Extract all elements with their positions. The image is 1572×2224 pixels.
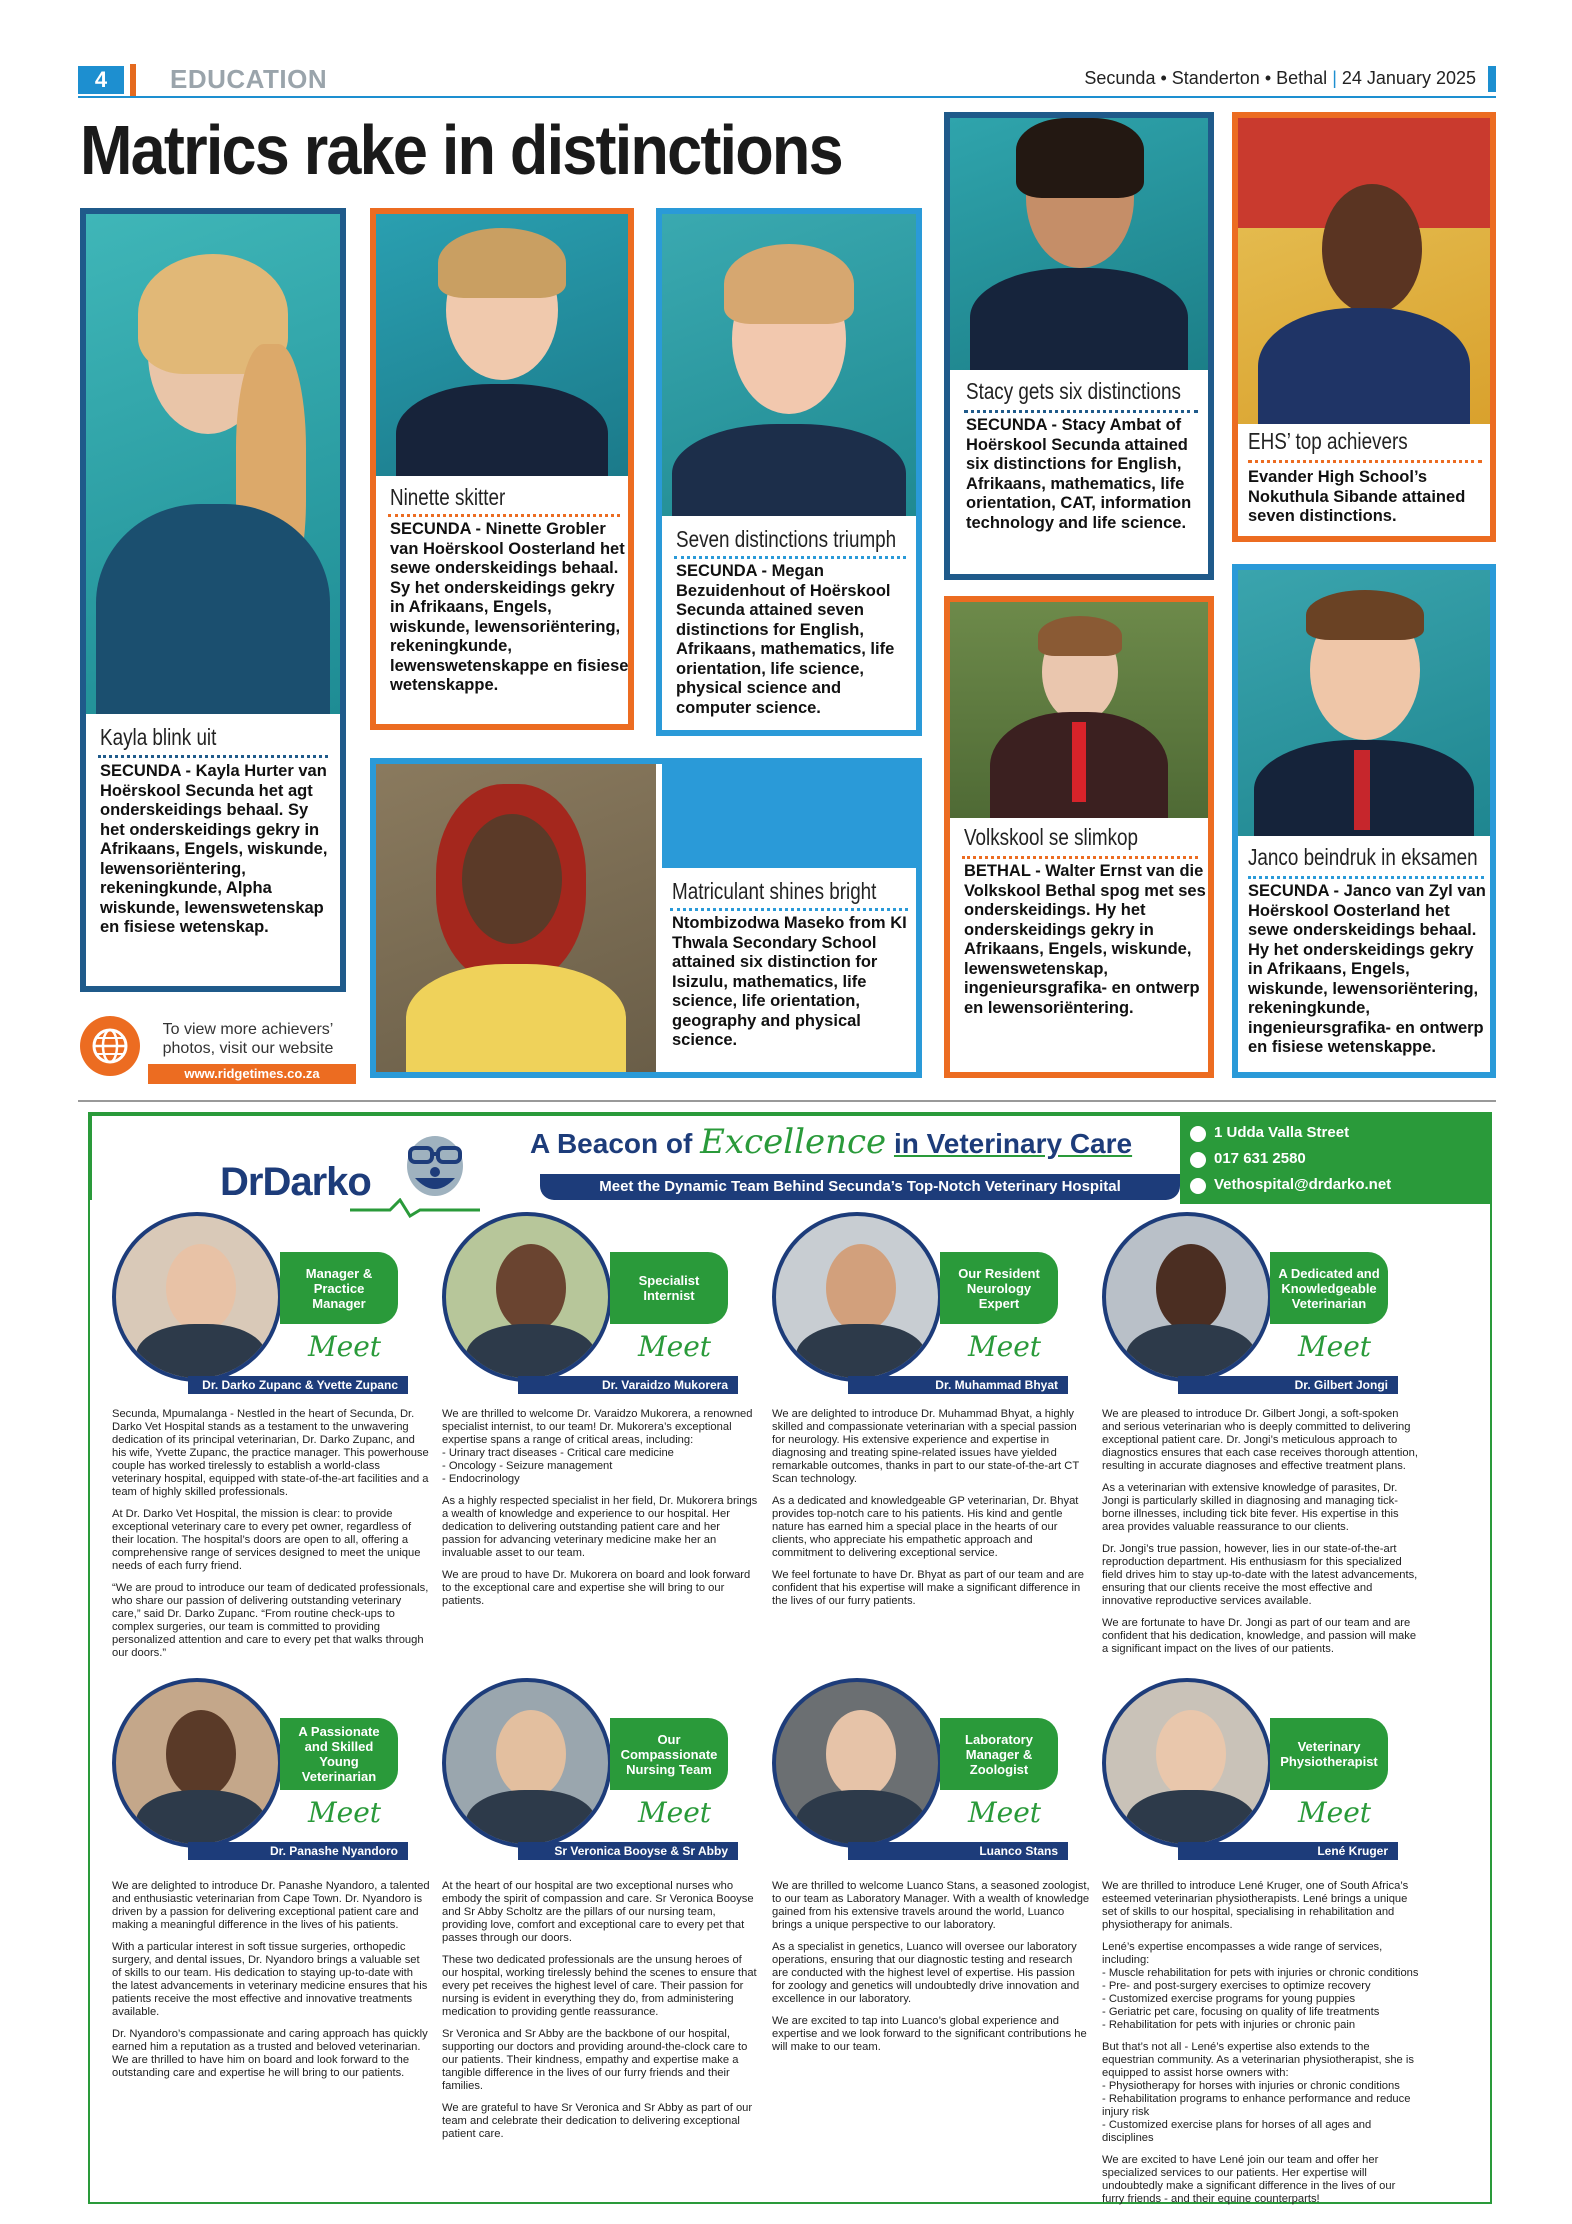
location-pin-icon — [1190, 1126, 1206, 1142]
team-member-role: A Dedicated and Knowledgeable Veterinarian — [1270, 1252, 1388, 1324]
section-label: EDUCATION — [170, 64, 328, 94]
headline-part-2: in Veterinary Care — [893, 1128, 1133, 1159]
bio-paragraph: Dr. Nyandoro’s compassionate and caring approach has quickly earned him a reputation as a trusted and beloved veterinarian. We are thrilled to have him on board and look forward to the outstanding care and expertise he will bring to our patients. — [112, 2028, 428, 2079]
meet-script: Meet — [1298, 1796, 1372, 1829]
bio-paragraph: We are thrilled to welcome Dr. Varaidzo Mukorera, a renowned specialist internist, to our team! Dr. Mukorera’s exceptional expertise spans a range of critical areas, including: - Urinary tract diseases - Critical care medicine - Oncology - Seizure management - Endocrinology — [442, 1408, 753, 1485]
story-caption: Evander High School’s Nokuthula Sibande attained seven distinctions. — [1248, 468, 1466, 525]
story-card-nokuthula — [1232, 112, 1496, 542]
email-address[interactable]: Vethospital@drdarko.net — [1214, 1176, 1392, 1193]
title-divider — [388, 514, 620, 517]
team-member-name: Dr. Panashe Nyandoro — [188, 1842, 408, 1860]
email-icon — [1190, 1178, 1206, 1194]
story-card-megan — [656, 208, 922, 736]
team-member-bio — [442, 1408, 760, 1617]
story-title: Janco beindruk in eksamen — [1248, 844, 1478, 870]
story-card-stacy — [944, 112, 1214, 580]
contact-block — [1180, 1112, 1492, 1204]
team-member-role: Laboratory Manager & Zoologist — [940, 1718, 1058, 1790]
team-member-profile — [438, 1212, 738, 1392]
story-caption: SECUNDA - Janco van Zyl van Hoërskool Oosterland het sewe onderskeidings behaal. Hy het onderskeidings gekry in Afrikaans, Engels, wiskunde, lewensoriëntering, rekeningkunde, ingenieursgrafika- en ontwerp en fisiese wetenskappe. — [1248, 882, 1486, 1056]
headline-excellence: Excellence — [700, 1122, 887, 1162]
color-block — [662, 764, 916, 868]
team-member-bio — [442, 1880, 760, 2150]
globe-icon — [80, 1016, 140, 1076]
bio-paragraph: But that’s not all - Lené’s expertise also extends to the equestrian community. As a veterinarian physiotherapist, she is equipped to assist horse owners with: - Physiotherapy for horses with injuries or chronic conditions - Rehabilitation programs to enhance performance and reduce injury risk - Customized exercise plans for horses of all ages and disciplines — [1102, 2041, 1414, 2144]
bio-paragraph: As a specialist in genetics, Luanco will oversee our laboratory operations, ensuring that our diagnostic testing and research are conducted with the highest level of expertise. His passion for zoology and genetics will undoubtedly drive innovation and excellence in our laboratory. — [772, 1941, 1080, 2005]
photo-walter — [950, 602, 1208, 818]
team-member-bio — [772, 1880, 1090, 2063]
team-member-name: Dr. Muhammad Bhyat — [848, 1376, 1068, 1394]
team-member-photo — [772, 1212, 942, 1382]
story-caption: SECUNDA - Ninette Grobler van Hoërskool Oosterland het sewe onderskeidings behaal. Sy het onderskeidings gekry in Afrikaans, Engels, wiskunde, lewensoriëntering, rekeningkunde, lewenswetenskappe en fisiese wetenskappe. — [390, 520, 629, 694]
team-member-profile — [108, 1212, 408, 1392]
story-title: EHS’ top achievers — [1248, 428, 1408, 454]
team-member-bio — [1102, 1880, 1420, 2215]
team-member-photo — [1102, 1678, 1272, 1848]
story-card-kayla — [80, 208, 346, 992]
team-member-photo — [442, 1678, 612, 1848]
advert-headline — [530, 1122, 1132, 1162]
bio-paragraph: We are grateful to have Sr Veronica and Sr Abby as part of our team and celebrate their dedication to delivering exceptional patient care. — [442, 2102, 753, 2140]
bio-paragraph: Sr Veronica and Sr Abby are the backbone of our hospital, supporting our doctors and providing around-the-clock care to our patients. Their kindness, empathy and expertise make a tangible difference in the lives of our furry friends and their families. — [442, 2028, 748, 2092]
meet-script: Meet — [638, 1330, 712, 1363]
address: 1 Udda Valla Street — [1214, 1124, 1350, 1141]
team-member-bio — [1102, 1408, 1420, 1665]
dateline: Secunda • Standerton • Bethal | 24 January 2025 — [1084, 68, 1476, 88]
photo-ntombizodwa — [376, 764, 656, 1072]
page-headline: Matrics rake in distinctions — [80, 111, 842, 189]
bio-paragraph: Secunda, Mpumalanga - Nestled in the heart of Secunda, Dr. Darko Vet Hospital stands as a testament to the unwavering dedication of its principal veterinarian, Dr. Darko Zupanc, and his wife, Yvette Zupanc, the practice manager. This powerhouse couple has worked tirelessly to establish a world-class veterinary hospital, equipped with state-of-the-art facilities and a team of highly skilled professionals. — [112, 1408, 429, 1498]
team-member-name: Dr. Varaidzo Mukorera — [518, 1376, 738, 1394]
photo-stacy — [950, 118, 1208, 370]
bio-paragraph: “We are proud to introduce our team of dedicated professionals, who share our passion of delivering outstanding veterinary care,” said Dr. Darko Zupanc. “From routine check-ups to complex surgeries, our team is committed to providing personalized attention and care to every pet that walks through our doors.” — [112, 1582, 429, 1659]
bio-paragraph: We are thrilled to introduce Lené Kruger, one of South Africa’s esteemed veterinarian physiotherapists. Lené brings a unique set of skills to our hospital, specialising in rehabilitation and physiotherapy for animals. — [1102, 1880, 1409, 1931]
photo-kayla — [86, 214, 340, 714]
story-title: Stacy gets six distinctions — [966, 378, 1181, 404]
team-member-name: Dr. Darko Zupanc & Yvette Zupanc — [188, 1376, 408, 1394]
bio-paragraph: We are excited to tap into Luanco’s global experience and expertise and we look forward to the significant contributions he will make to our team. — [772, 2015, 1087, 2053]
team-member-name: Luanco Stans — [848, 1842, 1068, 1860]
story-card-ntombizodwa — [370, 758, 922, 1078]
title-divider — [674, 556, 906, 559]
team-member-role: Specialist Internist — [610, 1252, 728, 1324]
story-caption: SECUNDA - Stacy Ambat of Hoërskool Secunda attained six distinctions for English, Afrikaans, mathematics, life orientation, CAT, information technology and life science. — [966, 416, 1192, 532]
team-member-profile — [768, 1212, 1068, 1392]
phone-number[interactable]: 017 631 2580 — [1214, 1150, 1306, 1167]
story-caption: Ntombizodwa Maseko from KI Thwala Secondary School attained six distinction for Isizulu, mathematics, life science, life orientation, geography and physical science. — [672, 914, 907, 1049]
phone-icon — [1190, 1152, 1206, 1168]
photo-megan — [662, 214, 916, 516]
section-separator — [78, 1100, 1496, 1102]
story-card-janco — [1232, 564, 1496, 1078]
meet-script: Meet — [1298, 1330, 1372, 1363]
team-member-profile — [438, 1678, 738, 1876]
team-member-profile — [1098, 1212, 1398, 1392]
bio-paragraph: At the heart of our hospital are two exceptional nurses who embody the spirit of compassion and care. Sr Veronica Booyse and Sr Abby Scholtz are the pillars of our nursing team, providing love, comfort and exceptional care to every pet that passes through our doors. — [442, 1880, 754, 1944]
title-divider — [964, 410, 1198, 413]
team-member-photo — [112, 1678, 282, 1848]
story-card-ninette — [370, 208, 634, 730]
meet-script: Meet — [638, 1796, 712, 1829]
story-caption: BETHAL - Walter Ernst van die Volkskool Bethal spog met ses onderskeidings. Hy het onderskeidings gekry in Afrikaans, Engels, wiskunde, lewenswetenskap, ingenieursgrafika- en ontwerp en lewensoriëntering. — [964, 862, 1206, 1017]
meet-script: Meet — [968, 1796, 1042, 1829]
team-member-name: Lené Kruger — [1178, 1842, 1398, 1860]
story-title: Seven distinctions triumph — [676, 526, 897, 552]
promo-text: To view more achievers’ photos, visit our website — [162, 1021, 334, 1057]
team-member-photo — [1102, 1212, 1272, 1382]
team-member-photo — [112, 1212, 282, 1382]
edition-towns: Secunda • Standerton • Bethal — [1084, 68, 1328, 88]
team-member-profile — [1098, 1678, 1398, 1858]
team-member-bio — [112, 1880, 430, 2089]
story-card-walter — [944, 596, 1214, 1078]
bio-paragraph: We are fortunate to have Dr. Jongi as part of our team and are confident that his dedication, knowledge, and passion will make a significant impact on the lives of our patients. — [1102, 1617, 1417, 1655]
header-rule — [78, 96, 1496, 98]
bio-paragraph: We feel fortunate to have Dr. Bhyat as part of our team and are confident that his expertise will make a significant difference in the lives of our furry patients. — [772, 1569, 1084, 1607]
bio-paragraph: With a particular interest in soft tissue surgeries, orthopedic surgery, and dental issues, Dr. Nyandoro brings a valuable set of skills to our team. His dedication to staying up-to-date with the latest advancements in veterinary medicine ensures that his patients receive the most effective and innovative treatments available. — [112, 1941, 428, 2018]
story-caption: SECUNDA - Megan Bezuidenhout of Hoërskool Secunda attained seven distinctions for English, Afrikaans, mathematics, life orientation, life science, physical science and computer science. — [676, 562, 895, 717]
bio-paragraph: We are delighted to introduce Dr. Muhammad Bhyat, a highly skilled and compassionate veterinarian with a special passion for neurology. His extensive experience and expertise in diagnosing and treating spine-related issues have yielded remarkable outcomes, thanks in part to our state-of-the-art CT Scan technology. — [772, 1408, 1079, 1485]
bio-paragraph: We are proud to have Dr. Mukorera on board and look forward to the exceptional care and expertise she will bring to our patients. — [442, 1569, 751, 1607]
team-member-name: Sr Veronica Booyse & Sr Abby Scholtz — [518, 1842, 738, 1860]
team-member-role: Manager & Practice Manager — [280, 1252, 398, 1324]
team-member-photo — [442, 1212, 612, 1382]
bio-paragraph: As a highly respected specialist in her field, Dr. Mukorera brings a wealth of knowledge and experience to our hospital. Her dedication to delivering outstanding patient care and her passion for advancing veterinary medicine make her an invaluable asset to our team. — [442, 1495, 758, 1559]
date-bar — [1488, 66, 1496, 92]
story-caption: SECUNDA - Kayla Hurter van Hoërskool Secunda het agt onderskeidings behaal. Sy het onderskeidings gekry in Afrikaans, Engels, wiskunde, lewensoriëntering, rekeningkunde, Alpha wiskunde, lewenswetenskap en fisiese wetenskap. — [100, 762, 328, 936]
bio-paragraph: We are pleased to introduce Dr. Gilbert Jongi, a soft-spoken and serious veterinarian who is deeply committed to delivering exceptional patient care. Dr. Jongi’s meticulous approach to diagnostics ensures that each case receives thorough attention, resulting in accurate diagnoses and effective treatment plans. — [1102, 1408, 1418, 1472]
team-member-photo — [772, 1678, 942, 1848]
dog-mascot-icon — [390, 1120, 480, 1200]
team-member-bio — [772, 1408, 1090, 1617]
bio-paragraph: These two dedicated professionals are the unsung heroes of our hospital, working tirelessly behind the scenes to ensure that every pet receives the highest level of care. Their passion for nursing is evident in everything they do, from administering medication to providing gentle reassurance. — [442, 1954, 757, 2018]
photo-ninette — [376, 214, 628, 476]
bio-paragraph: As a dedicated and knowledgeable GP veterinarian, Dr. Bhyat provides top-notch care to his patients. His kind and gentle nature has earned him a special place in the hearts of our clients, who appreciate his empathetic approach and commitment to delivering exceptional service. — [772, 1495, 1079, 1559]
advert-subtitle: Meet the Dynamic Team Behind Secunda’s Top-Notch Veterinary Hospital — [540, 1174, 1180, 1200]
headline-part-1: A Beacon of — [530, 1128, 693, 1159]
title-divider — [962, 856, 1198, 859]
team-member-bio — [112, 1408, 430, 1669]
title-divider — [1248, 876, 1484, 879]
title-divider — [1248, 460, 1482, 463]
drdarko-logo: DrDarko — [220, 1160, 371, 1204]
story-title: Kayla blink uit — [100, 724, 217, 750]
issue-date: 24 January 2025 — [1341, 68, 1476, 88]
page-number: 4 — [78, 66, 124, 94]
team-member-role: Veterinary Physiotherapist — [1270, 1718, 1388, 1790]
team-member-role: A Passionate and Skilled Young Veterinarian — [280, 1718, 398, 1790]
title-divider — [98, 755, 328, 758]
team-member-name: Dr. Gilbert Jongi — [1178, 1376, 1398, 1394]
bio-paragraph: We are excited to have Lené join our team and offer her specialized services to our patients. Her expertise will undoubtedly make a significant difference in the lives of our furry friends - and their equine counterparts! — [1102, 2154, 1396, 2205]
bio-paragraph: We are thrilled to welcome Luanco Stans, a seasoned zoologist, to our team as Laboratory Manager. With a wealth of knowledge gained from his extensive travels around the world, Luanco brings a unique perspective to our laboratory. — [772, 1880, 1090, 1931]
team-member-role: Our Resident Neurology Expert — [940, 1252, 1058, 1324]
team-member-role: Our Compassionate Nursing Team — [610, 1718, 728, 1790]
story-title: Matriculant shines bright — [672, 878, 877, 904]
photo-janco — [1238, 570, 1490, 836]
team-member-profile — [108, 1678, 408, 1858]
bio-paragraph: Lené’s expertise encompasses a wide range of services, including: - Muscle rehabilitation for pets with injuries or chronic conditions - Pre- and post-surgery exercises to optimize recovery - Customized exercise programs for young puppies - Geriatric pet care, focusing on quality of life treatments - Rehabilitation for pets with injuries or chronic pain — [1102, 1941, 1419, 2031]
bio-paragraph: As a veterinarian with extensive knowledge of parasites, Dr. Jongi is particularly skilled in diagnosing and managing tick-borne illnesses, including tick bite fever. His expertise in this area provides valuable reassurance to our clients. — [1102, 1482, 1399, 1533]
team-member-profile — [768, 1678, 1068, 1858]
bio-paragraph: We are delighted to introduce Dr. Panashe Nyandoro, a talented and enthusiastic veterinarian from Cape Town. Dr. Nyandoro is driven by a passion for delivering exceptional patient care and making a meaningful difference in the lives of his patients. — [112, 1880, 430, 1931]
bio-paragraph: At Dr. Darko Vet Hospital, the mission is clear: to provide exceptional veterinary care to every pet owner, regardless of their location. The hospital’s doors are open to all, offering a comprehensive range of services designed to meet the unique needs of each furry friend. — [112, 1508, 421, 1572]
photo-nokuthula — [1238, 118, 1490, 424]
bio-paragraph: Dr. Jongi’s true passion, however, lies in our state-of-the-art reproduction department. His enthusiasm for this specialized field drives him to stay up-to-date with the latest advancements, ensuring that our clients receive the most effective and innovative reproductive services available. — [1102, 1543, 1418, 1607]
meet-script: Meet — [308, 1330, 382, 1363]
meet-script: Meet — [308, 1796, 382, 1829]
title-divider — [670, 908, 908, 911]
meet-script: Meet — [968, 1330, 1042, 1363]
story-title: Volkskool se slimkop — [964, 824, 1139, 850]
story-title: Ninette skitter — [390, 484, 506, 510]
website-link[interactable]: www.ridgetimes.co.za — [148, 1064, 356, 1084]
